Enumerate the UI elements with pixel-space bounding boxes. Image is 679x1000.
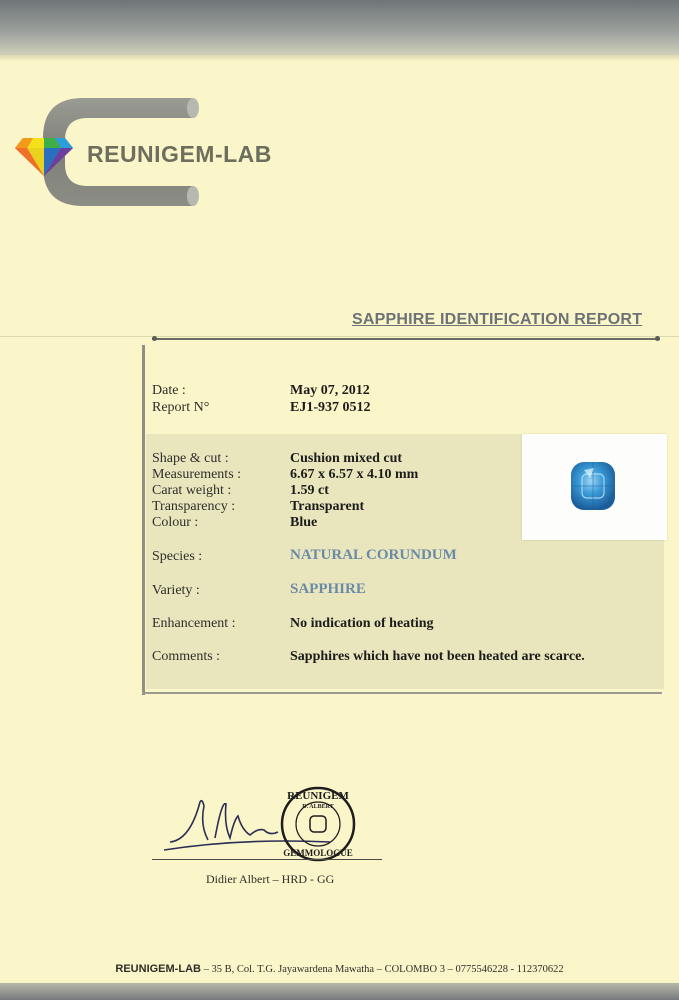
transparency-label: Transparency : <box>152 499 236 514</box>
report-number-label: Report N° <box>152 400 210 415</box>
footer-brand: REUNIGEM-LAB <box>115 963 201 975</box>
species-value: NATURAL CORUNDUM <box>290 547 457 563</box>
transparency-value: Transparent <box>290 499 365 514</box>
table-bottom-rule <box>142 692 662 694</box>
shape-label: Shape & cut : <box>152 451 229 466</box>
carat-value: 1.59 ct <box>290 483 329 498</box>
comments-label: Comments : <box>152 649 221 664</box>
top-band <box>0 0 679 55</box>
comments-value: Sapphires which have not been heated are scarce. <box>290 649 585 664</box>
logo-text: REUNIGEM-LAB <box>87 141 272 167</box>
report-number-value: EJ1-937 0512 <box>290 400 371 415</box>
signer-name: Didier Albert – HRD - GG <box>206 872 335 886</box>
carat-label: Carat weight : <box>152 483 232 498</box>
measurements-label: Measurements : <box>152 467 242 482</box>
gem-photo <box>522 434 667 540</box>
colour-value: Blue <box>290 515 318 530</box>
species-label: Species : <box>152 549 203 564</box>
variety-value: SAPPHIRE <box>290 581 366 597</box>
footer-address: – 35 B, Col. T.G. Jayawardena Mawatha – COLOMBO 3 – 0775546228 - 112370622 <box>200 964 564 975</box>
date-label: Date : <box>152 383 186 398</box>
stamp-middle-text: D. ALBERT <box>302 804 334 810</box>
variety-label: Variety : <box>152 583 200 598</box>
title-rule <box>152 338 660 340</box>
bottom-band <box>0 983 679 1000</box>
date-value: May 07, 2012 <box>290 383 370 398</box>
report-title: SAPPHIRE IDENTIFICATION REPORT <box>352 311 643 328</box>
measurements-value: 6.67 x 6.57 x 4.10 mm <box>290 467 419 482</box>
enhancement-value: No indication of heating <box>290 616 434 631</box>
stamp-bottom-text: GEMMOLOGUE <box>283 848 353 858</box>
stamp-top-text: REUNIGEM <box>287 790 349 802</box>
sapphire-gem-icon <box>522 434 667 540</box>
signature-graphic <box>160 780 390 865</box>
rainbow-gem-icon <box>15 136 73 176</box>
footer <box>0 963 679 975</box>
logo <box>15 98 315 213</box>
signature-stamp <box>160 780 390 865</box>
fold-line <box>0 336 679 337</box>
signature-line <box>152 859 382 860</box>
enhancement-label: Enhancement : <box>152 616 236 631</box>
shape-value: Cushion mixed cut <box>290 451 403 466</box>
colour-label: Colour : <box>152 515 199 530</box>
table-left-border <box>142 345 145 695</box>
